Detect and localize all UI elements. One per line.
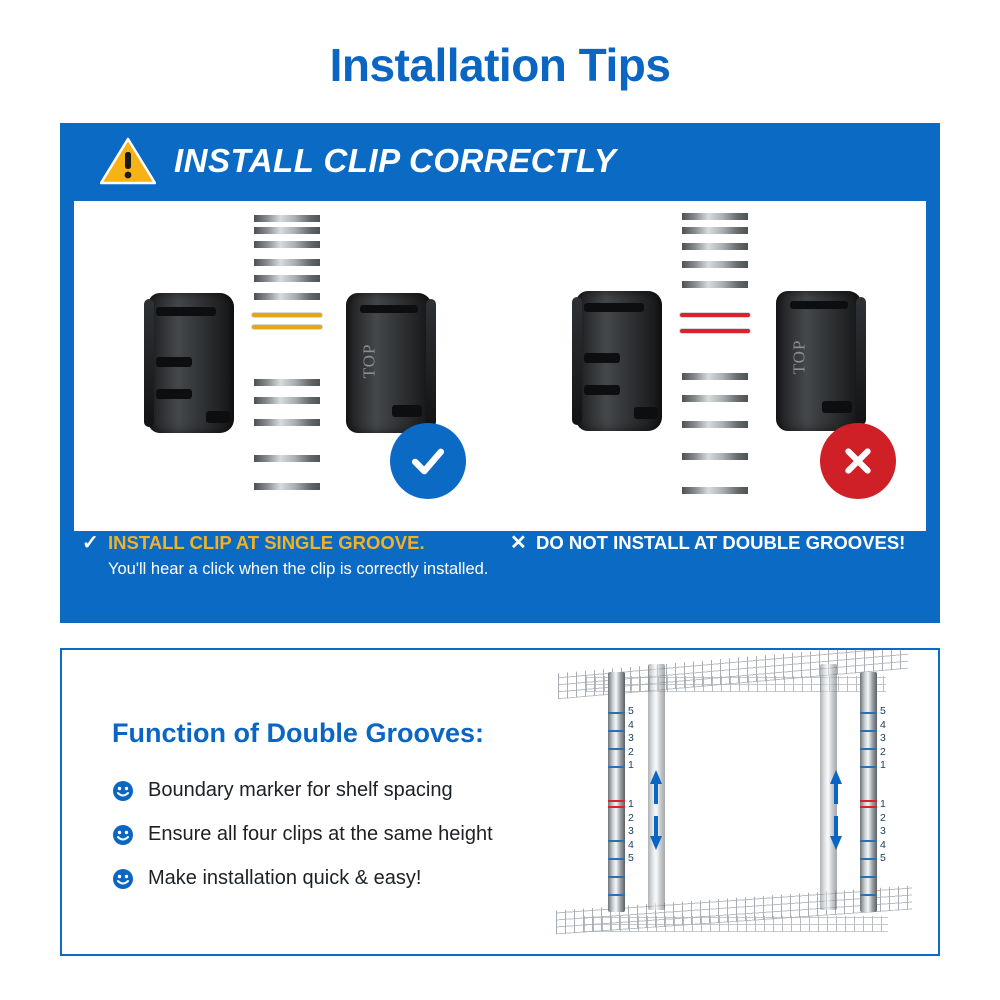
incorrect-cross-badge [820, 423, 896, 499]
bullet-label: Boundary marker for shelf spacing [148, 779, 453, 801]
double-groove-marker-1 [680, 313, 750, 317]
shelf-pole-left [254, 201, 320, 531]
left-post-scale-down: 1 2 3 4 5 [628, 798, 634, 864]
panel-header-title: INSTALL CLIP CORRECTLY [174, 142, 617, 179]
incorrect-example-photo [500, 201, 926, 531]
panel-header [62, 125, 938, 197]
list-item [112, 866, 562, 890]
bullet-label: Ensure all four clips at the same height [148, 823, 493, 845]
clip-half-left [148, 293, 234, 433]
incorrect-caption-title: DO NOT INSTALL AT DOUBLE GROOVES! [536, 532, 906, 553]
list-item [112, 822, 562, 846]
bottom-shelf-mesh-front [584, 916, 888, 932]
bullet-label: Make installation quick & easy! [148, 867, 422, 889]
correct-example-photo [74, 201, 500, 531]
clip-half-right-bad [776, 291, 862, 431]
correct-check-badge [390, 423, 466, 499]
incorrect-caption [510, 531, 930, 556]
clip-photo-area [74, 201, 926, 531]
right-post-scale-down: 1 2 3 4 5 [880, 798, 886, 864]
smiley-icon [112, 824, 134, 846]
right-up-down-arrows [828, 768, 844, 857]
top-shelf-mesh-front [586, 676, 886, 692]
smiley-icon [112, 780, 134, 802]
double-grooves-bullets [112, 778, 562, 910]
single-groove-marker-2 [252, 325, 322, 329]
left-post-scale-up: 5 4 3 2 1 [628, 705, 634, 771]
clip-top-label-bad: TOP [789, 339, 809, 375]
correct-caption-title: INSTALL CLIP AT SINGLE GROOVE. [108, 532, 425, 553]
double-grooves-panel [60, 648, 940, 956]
correct-caption [82, 531, 502, 580]
page-title: Installation Tips [329, 39, 671, 91]
smiley-icon [112, 868, 134, 890]
double-grooves-title: Function of Double Grooves: [112, 718, 484, 748]
single-groove-marker [252, 313, 322, 317]
panel-captions [74, 531, 926, 613]
left-up-down-arrows [648, 768, 664, 857]
cross-icon [837, 440, 879, 482]
warning-triangle-icon [100, 137, 156, 185]
check-icon [406, 439, 450, 483]
list-item [112, 778, 562, 802]
install-clip-panel [60, 123, 940, 623]
clip-top-label: TOP [359, 343, 379, 379]
cross-mark-glyph: ✕ [510, 532, 527, 554]
shelving-unit-illustration [528, 650, 940, 954]
double-groove-marker-2 [680, 329, 750, 333]
correct-caption-sub: You'll hear a click when the clip is correctly installed. [108, 560, 489, 578]
clip-half-left-bad [576, 291, 662, 431]
right-post-scale-up: 5 4 3 2 1 [880, 705, 886, 771]
clip-half-right [346, 293, 432, 433]
check-mark-glyph: ✓ [82, 532, 99, 554]
shelf-pole-right [682, 201, 748, 531]
